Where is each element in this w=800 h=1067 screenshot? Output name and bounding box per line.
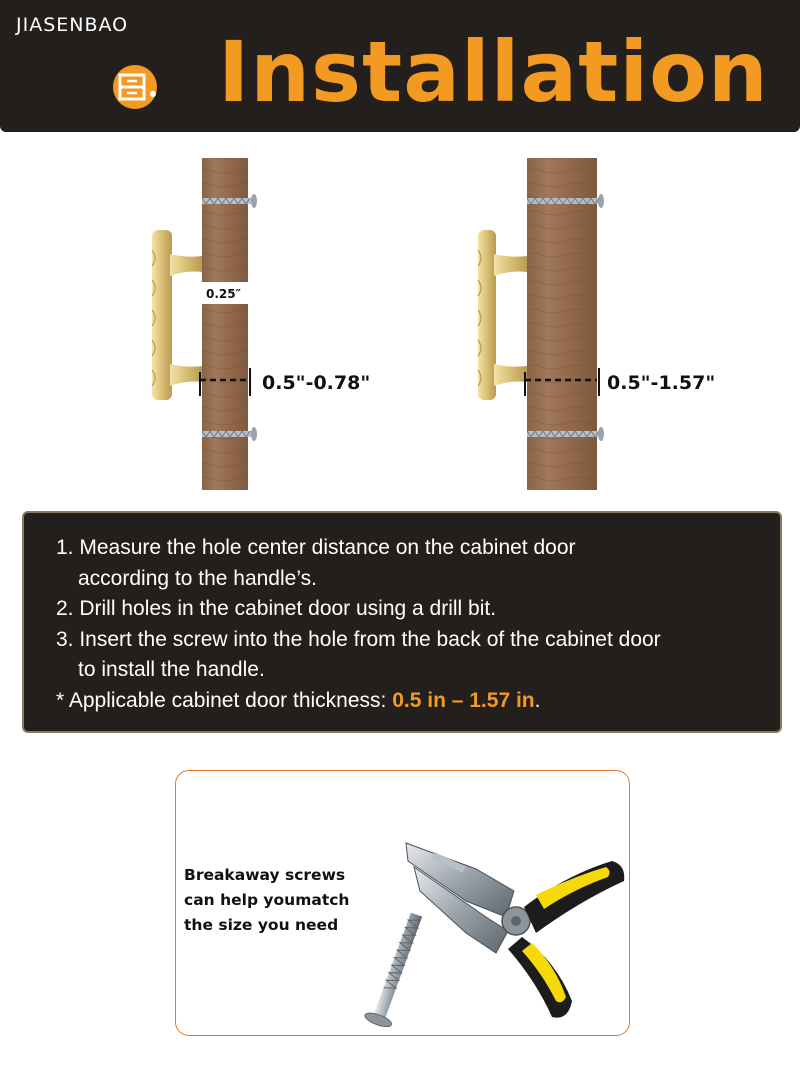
brand-logo-text: JIASENBAO — [16, 14, 129, 36]
step-1-line-2: according to the handle’s. — [78, 566, 317, 590]
step-3-line-1: 3. Insert the screw into the hole from the back of the cabinet door — [56, 627, 661, 651]
step-3-line-2: to install the handle. — [78, 658, 265, 681]
measure-label-thick: 0.5"-1.57" — [607, 372, 716, 394]
cabinet-door-illustration — [470, 150, 750, 500]
install-diagram-thick-door — [470, 150, 750, 500]
instructions-list — [56, 533, 776, 716]
instructions-panel — [22, 511, 782, 733]
step-2: 2. Drill holes in the cabinet door using a drill bit. — [56, 597, 497, 620]
breakaway-screw-card — [175, 770, 630, 1036]
caption-line-2: can help youmatch — [184, 891, 350, 909]
thickness-label: 0.25″ — [206, 287, 241, 301]
step-1-line-1: 1. Measure the hole center distance on the cabinet door — [56, 536, 576, 559]
note-prefix: * Applicable cabinet door thickness: — [56, 688, 393, 712]
screw-icon — [363, 910, 429, 1030]
measure-label-thin: 0.5"-0.78" — [262, 372, 371, 394]
pliers-icon — [336, 821, 628, 1035]
thickness-note — [56, 686, 776, 717]
install-diagram-thin-door — [140, 150, 410, 500]
header-banner — [0, 0, 800, 132]
note-value: 0.5 in – 1.57 in — [392, 688, 535, 712]
cabinet-door-illustration — [140, 150, 410, 500]
note-suffix: . — [534, 688, 541, 712]
caption-line-1: Breakaway screws — [184, 866, 346, 884]
caption-line-3: the size you need — [184, 916, 339, 934]
drawer-icon — [112, 64, 158, 110]
page-title: Installation — [218, 23, 769, 121]
